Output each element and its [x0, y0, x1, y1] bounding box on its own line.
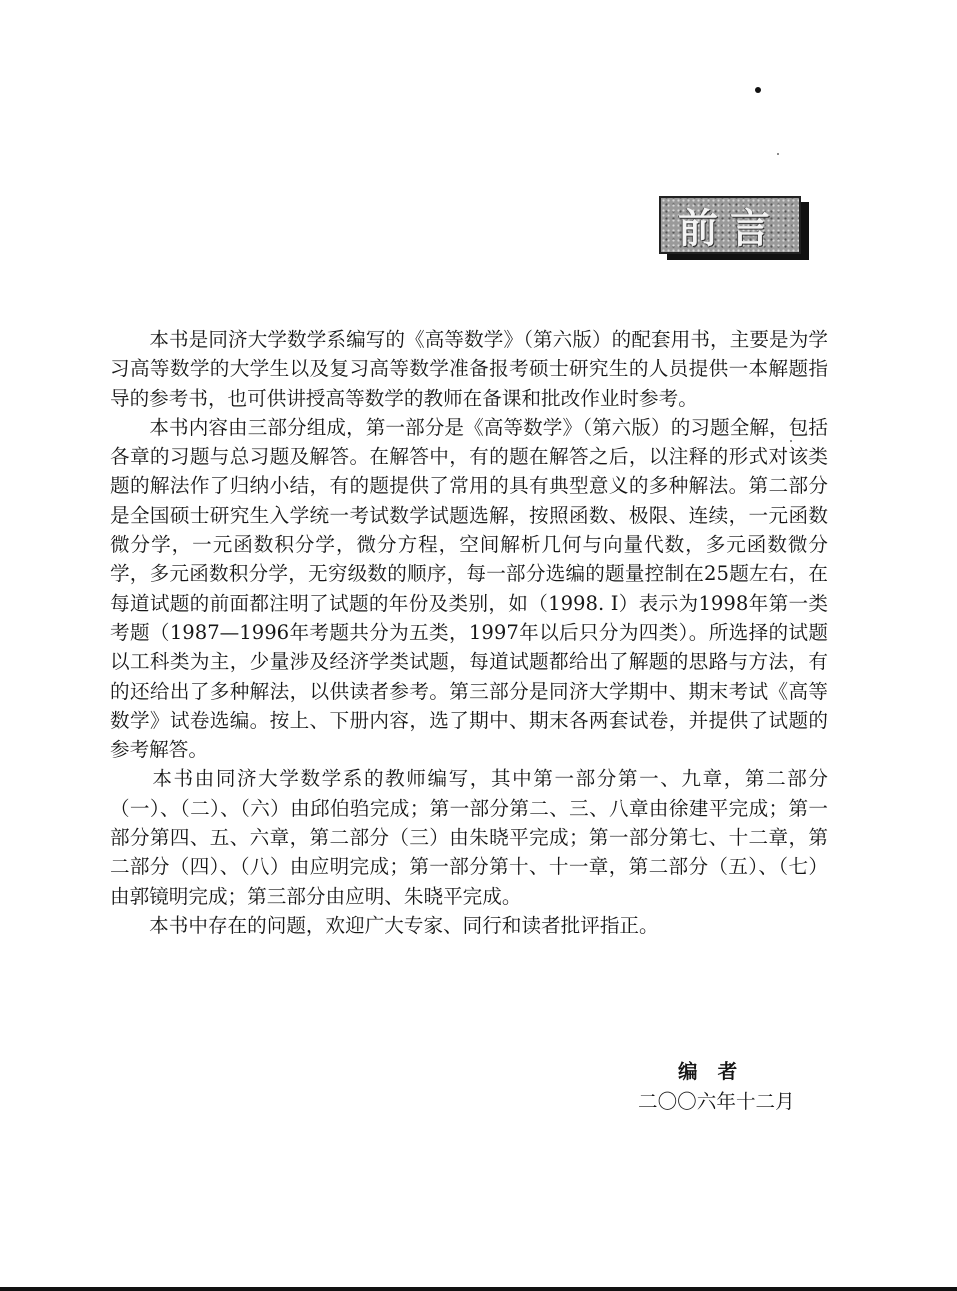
- section-title: 前言: [678, 204, 782, 252]
- date-label: 二〇〇六年十二月: [638, 1090, 795, 1113]
- paragraph: 本书由同济大学数学系的教师编写，其中第一部分第一、九章，第二部分（一）、（二）、（六）由邱伯驺完成；第一部分第二、三、八章由徐建平完成；第一部分第四、五、六章，第二部分（三）由朱晓平完成；第一部分第七、十二章，第二部分（四）、（八）由应明完成；第一部分第十、十一章，第二部分（五）、（七）由郭镜明完成；第三部分由应明、朱晓平完成。: [110, 767, 828, 908]
- scan-dot: [755, 87, 761, 93]
- paragraph: 本书内容由三部分组成，第一部分是《高等数学》（第六版）的习题全解，包括各章的习题与总习题及解答。在解答中，有的题在解答之后，以注释的形式对该类题的解法作了归纳小结，有的题提供了常用的具有典型意义的多种解法。第二部分是全国硕士研究生入学统一考试数学试题选解，按照函数、极限、连续，一元函数微分学，一元函数积分学，微分方程，空间解析几何与向量代数，多元函数微分学，多元函数积分学，无穷级数的顺序，每一部分选编的题量控制在25题左右，在每道试题的前面都注明了试题的年份及类别，如（1998. I）表示为1998年第一类考题（1987—1996年考题共分为五类，1997年以后只分为四类）。所选择的试题以工科类为主，少量涉及经济学类试题，每道试题都给出了解题的思路与方法，有的还给出了多种解法，以供读者参考。第三部分是同济大学期中、期末考试《高等数学》试卷选编。按上、下册内容，选了期中、期末各两套试卷，并提供了试题的参考解答。: [110, 415, 828, 762]
- author-label: 编者: [678, 1060, 758, 1083]
- bottom-edge: [0, 1287, 957, 1291]
- preface-body: [110, 325, 828, 940]
- section-badge: [659, 196, 801, 254]
- scan-speck: [777, 153, 779, 155]
- paragraph: 本书中存在的问题，欢迎广大专家、同行和读者批评指正。: [110, 913, 659, 937]
- paragraph: 本书是同济大学数学系编写的《高等数学》（第六版）的配套用书，主要是为学习高等数学的大学生以及复习高等数学准备报考硕士研究生的人员提供一本解题指导的参考书，也可供讲授高等数学的教师在备课和批改作业时参考。: [110, 328, 828, 410]
